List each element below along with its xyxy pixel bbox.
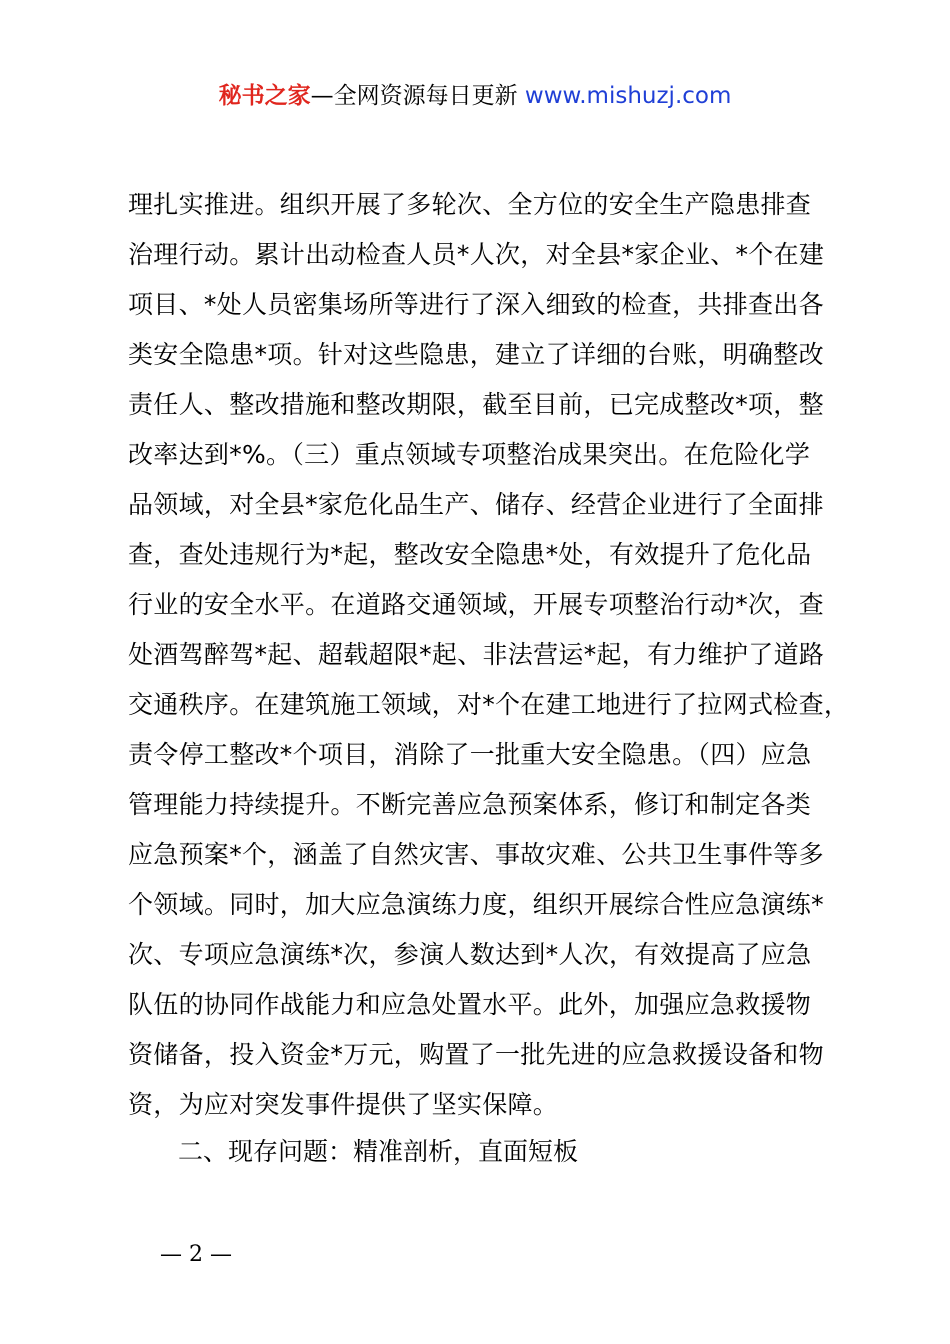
body-line: 类安全隐患*项。针对这些隐患，建立了详细的台账，明确整改 xyxy=(128,340,824,369)
body-line: 责令停工整改*个项目，消除了一批重大安全隐患。（四）应急 xyxy=(128,740,812,769)
body-line: 项目、*处人员密集场所等进行了深入细致的检查，共排查出各 xyxy=(128,290,824,319)
body-line: 资，为应对突发事件提供了坚实保障。 xyxy=(128,1090,559,1119)
body-line: 资储备，投入资金*万元，购置了一批先进的应急救援设备和物 xyxy=(128,1040,824,1069)
site-header xyxy=(0,80,950,112)
body-line: 处酒驾醉驾*起、超载超限*起、非法营运*起，有力维护了道路 xyxy=(128,640,825,669)
body-line: 品领域，对全县*家危化品生产、储存、经营企业进行了全面排 xyxy=(128,490,824,519)
body-line: 查，查处违规行为*起，整改安全隐患*处，有效提升了危化品 xyxy=(128,540,812,569)
body-line: 次、专项应急演练*次，参演人数达到*人次，有效提高了应急 xyxy=(128,940,812,969)
body-line: 行业的安全水平。在道路交通领域，开展专项整治行动*次，查 xyxy=(128,590,824,619)
body-line: 责任人、整改措施和整改期限，截至目前，已完成整改*项，整 xyxy=(128,390,824,419)
brand-name: 秘书之家 xyxy=(218,83,311,109)
body-line: 改率达到*%。（三）重点领域专项整治成果突出。在危险化学 xyxy=(128,440,811,469)
body-line: 应急预案*个，涵盖了自然灾害、事故灾难、公共卫生事件等多 xyxy=(128,840,824,869)
site-url-link[interactable]: www.mishuzj.com xyxy=(524,83,732,109)
document-body xyxy=(128,180,848,1130)
body-line: 交通秩序。在建筑施工领域，对*个在建工地进行了拉网式检查， xyxy=(128,690,850,719)
section-heading: 二、现存问题：精准剖析，直面短板 xyxy=(178,1137,579,1166)
body-line: 治理行动。累计出动检查人员*人次，对全县*家企业、*个在建 xyxy=(128,240,825,269)
body-line: 管理能力持续提升。不断完善应急预案体系，修订和制定各类 xyxy=(128,790,812,819)
body-line: 队伍的协同作战能力和应急处置水平。此外，加强应急救援物 xyxy=(128,990,812,1019)
header-tagline: —全网资源每日更新 xyxy=(310,83,525,109)
body-line: 个领域。同时，加大应急演练力度，组织开展综合性应急演练* xyxy=(128,890,824,919)
page-number: — 2 — xyxy=(160,1242,232,1267)
body-line: 理扎实推进。组织开展了多轮次、全方位的安全生产隐患排查 xyxy=(128,190,812,219)
